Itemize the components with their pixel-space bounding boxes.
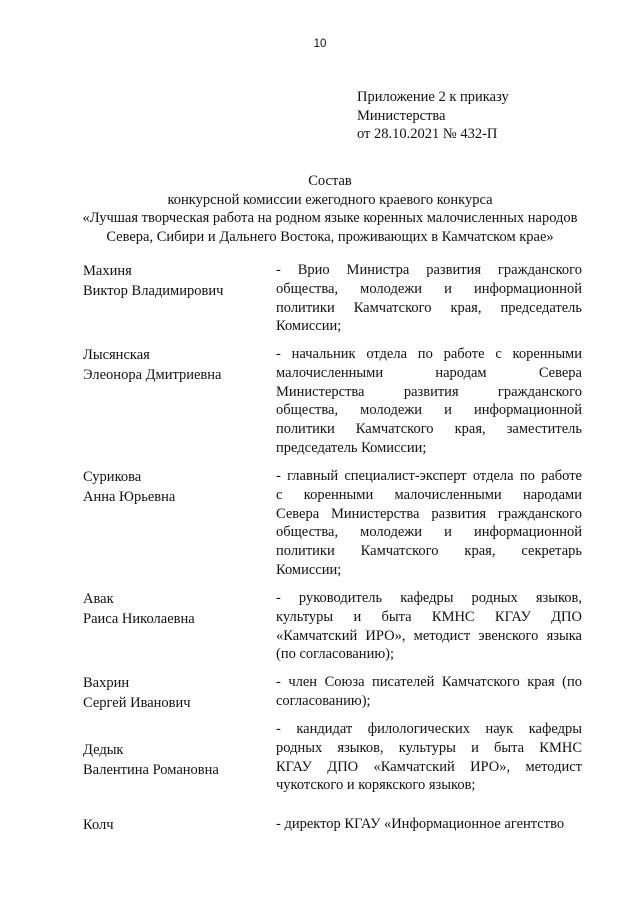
member-role [276, 673, 582, 711]
member-surname: Махиня [83, 263, 132, 279]
role-line: - Врио Министра развития гражданского [276, 262, 582, 278]
member-name [83, 589, 273, 629]
member-given-names: Раиса Николаевна [83, 611, 195, 627]
role-line: Комиссии; [276, 561, 342, 578]
role-line: КГАУ ДПО «Камчатский ИРО», методист [276, 758, 582, 775]
role-line: - директор КГАУ «Информационное агентство [276, 816, 565, 832]
member-surname: Сурикова [83, 469, 142, 485]
member-surname: Авак [83, 591, 114, 607]
role-line: «Камчатский ИРО», методист эвенского языка [276, 627, 582, 644]
title-line: конкурсной комиссии ежегодного краевого конкурса [167, 191, 493, 208]
member-role [276, 467, 582, 580]
member-surname: Колч [83, 817, 114, 833]
role-line: общества, молодежи и информационной [276, 402, 582, 419]
role-line: общества, молодежи и информационной [276, 280, 582, 297]
member-role [276, 345, 582, 458]
member-role [276, 815, 582, 834]
member-role [276, 589, 582, 664]
role-line: малочисленными народам Севера [276, 364, 582, 381]
role-line: председатель Комиссии; [276, 439, 427, 456]
appendix-reference [357, 88, 597, 144]
role-line: чукотского и корякского языков; [276, 777, 476, 794]
role-line: политики Камчатского края, председатель [276, 299, 582, 316]
document-title [60, 172, 600, 246]
title-line: «Лучшая творческая работа на родном языке коренных малочисленных народов [82, 210, 578, 226]
appendix-line: от 28.10.2021 № 432-П [357, 126, 498, 142]
member-role [276, 261, 582, 336]
member-surname: Лысянская [83, 347, 150, 363]
member-name [83, 261, 273, 301]
appendix-line: Министерства [357, 107, 446, 124]
member-name [83, 467, 273, 507]
role-line: с коренными малочисленными народами [276, 486, 582, 503]
role-line: Министерства развития гражданского [276, 383, 582, 400]
page-number: 10 [313, 38, 327, 50]
role-line: - кандидат филологических наук кафедры [276, 721, 582, 737]
role-line: Севера Министерства развития гражданского [276, 505, 582, 522]
member-given-names: Валентина Романовна [83, 762, 219, 778]
role-line: родных языков, культуры и быта КМНС [276, 739, 582, 756]
role-line: - член Союза писателей Камчатского края (по [276, 674, 582, 690]
member-surname: Вахрин [83, 675, 130, 691]
role-line: политики Камчатского края, заместитель [276, 421, 582, 438]
member-given-names: Сергей Иванович [83, 695, 191, 711]
role-line: - начальник отдела по работе с коренными [276, 346, 582, 362]
role-line: политики Камчатского края, секретарь [276, 543, 582, 560]
title-line: Состав [308, 173, 352, 189]
member-given-names: Анна Юрьевна [83, 489, 176, 505]
role-line: культуры и быта КМНС КГАУ ДПО [276, 608, 582, 625]
member-given-names: Элеонора Дмитриевна [83, 367, 222, 383]
member-surname: Дедык [83, 742, 124, 758]
role-line: Комиссии; [276, 318, 342, 335]
member-role [276, 720, 582, 795]
member-name [83, 740, 273, 780]
role-line: (по согласованию); [276, 646, 395, 663]
member-name [83, 345, 273, 385]
role-line: согласованию); [276, 692, 371, 709]
role-line: - главный специалист-эксперт отдела по работе [276, 468, 582, 484]
appendix-line: Приложение 2 к приказу [357, 89, 509, 105]
member-given-names: Виктор Владимирович [83, 283, 224, 299]
member-name [83, 815, 273, 835]
role-line: общества, молодежи и информационной [276, 524, 582, 541]
title-line: Севера, Сибири и Дальнего Востока, проживающих в Камчатском крае» [106, 228, 554, 245]
member-name [83, 673, 273, 713]
role-line: - руководитель кафедры родных языков, [276, 590, 582, 606]
